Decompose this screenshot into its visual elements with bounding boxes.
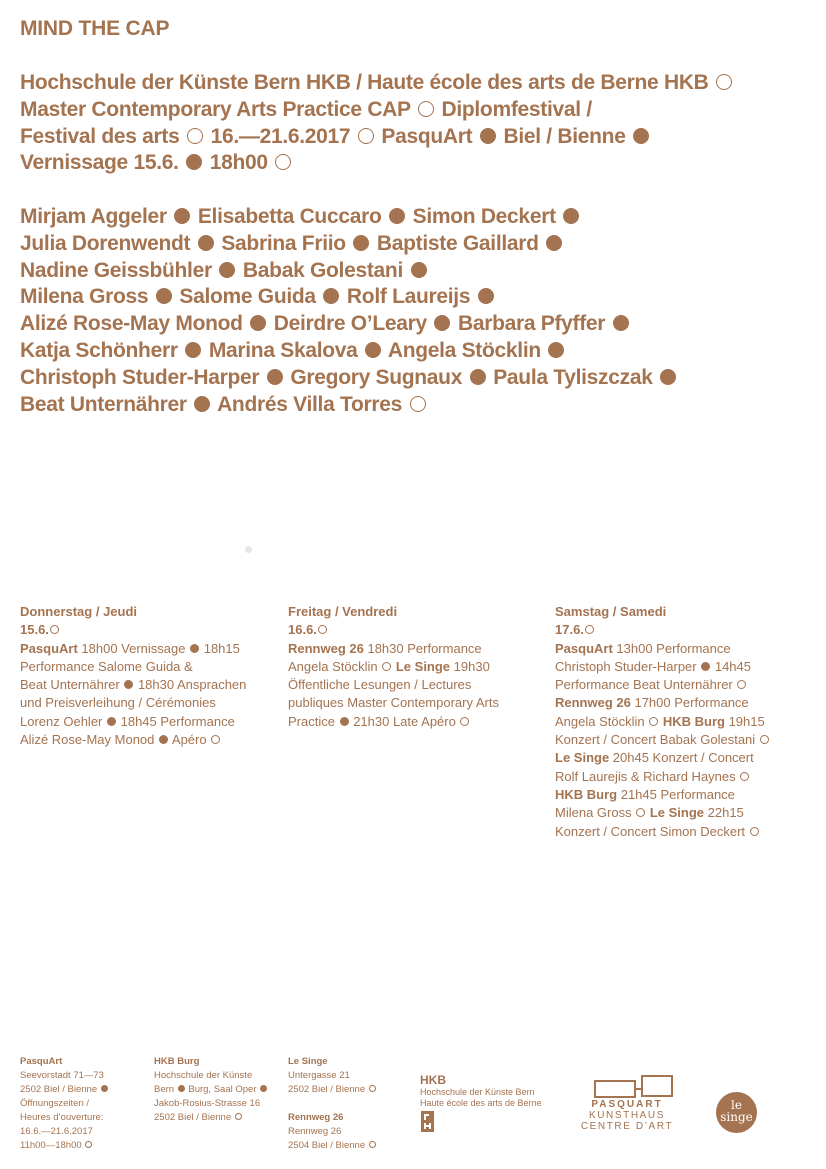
filled-circle-icon — [174, 208, 190, 224]
text-line — [555, 640, 817, 658]
line-text: Jakob-Rosius-Strasse 16 — [154, 1098, 261, 1109]
artist-list — [20, 204, 820, 418]
line-text: 2502 Biel / Bienne — [20, 1084, 100, 1095]
line-text: Öffnungszeiten / — [20, 1098, 90, 1109]
line-text: 16.—21.6.2017 — [210, 124, 351, 148]
filled-circle-icon — [101, 1085, 108, 1092]
filled-circle-icon — [633, 128, 649, 144]
poster-title: MIND THE CAP — [20, 17, 170, 40]
filled-circle-icon — [156, 288, 172, 304]
text-line — [555, 658, 817, 676]
text-line — [20, 1139, 109, 1153]
line-text: 18h15 — [200, 640, 240, 656]
text-line — [20, 603, 282, 621]
line-text: Gregory Sugnaux — [290, 365, 463, 389]
open-circle-icon — [760, 735, 769, 744]
filled-circle-icon — [185, 342, 201, 358]
line-text: Hochschule der Künste — [154, 1070, 253, 1081]
line-text: Milena Gross — [20, 285, 149, 309]
text-line — [288, 1139, 377, 1153]
open-circle-icon — [649, 717, 658, 726]
bold-text: Freitag / Vendredi — [288, 604, 398, 619]
line-text: 16.6.—21.6.2017 — [20, 1126, 93, 1137]
filled-circle-icon — [563, 208, 579, 224]
text-line — [20, 731, 282, 749]
text-line — [20, 713, 282, 731]
line-text: Angela Stöcklin — [288, 658, 382, 674]
venue-pasquart — [20, 1055, 109, 1153]
hkb-mark-icon — [421, 1111, 434, 1132]
bold-text: PasquArt — [20, 1056, 63, 1067]
filled-circle-icon — [267, 369, 283, 385]
line-text: Christoph Studer-Harper — [555, 658, 701, 674]
text-line — [555, 694, 817, 712]
line-text: Paula Tyliszczak — [493, 365, 653, 389]
open-circle-icon — [211, 735, 220, 744]
line-text: Burg, Saal Oper — [185, 1084, 260, 1095]
text-line — [20, 1055, 109, 1069]
line-text: 19h15 — [724, 713, 765, 729]
text-line — [288, 1111, 377, 1125]
bold-text: Le Singe — [395, 658, 451, 674]
line-text: Sabrina Friio — [221, 231, 346, 255]
line-text: Seevorstadt 71—73 — [20, 1070, 104, 1081]
line-text: Katja Schönherr — [20, 338, 178, 362]
text-line — [288, 713, 550, 731]
text-line — [20, 676, 282, 694]
text-line — [555, 768, 817, 786]
text-line — [20, 284, 820, 311]
pasquart-logo-icon — [594, 1075, 674, 1099]
text-line — [555, 621, 817, 639]
hkb-logo-name: HKB — [420, 1073, 446, 1087]
text-line — [555, 603, 817, 621]
line-text: Simon Deckert — [412, 205, 556, 228]
line-text: Bern — [154, 1084, 177, 1095]
line-text: Milena Gross — [555, 805, 636, 821]
filled-circle-icon — [478, 288, 494, 304]
text-line — [20, 694, 282, 712]
open-circle-icon — [369, 1141, 376, 1148]
line-text: Beat Unternährer — [20, 677, 124, 693]
text-line — [20, 150, 820, 177]
line-text: 18h30 Performance — [363, 640, 482, 656]
line-text: 18h30 Ansprachen — [134, 677, 247, 693]
line-text: Alizé Rose-May Monod — [20, 732, 158, 748]
line-text: Rennweg 26 — [288, 1126, 342, 1137]
line-text: Salome Guida — [179, 285, 316, 309]
line-text: Vernissage 15.6. — [20, 151, 179, 175]
filled-circle-icon — [260, 1085, 267, 1092]
line-text: Heures d’ouverture: — [20, 1112, 104, 1123]
bold-text: 15.6. — [20, 622, 49, 638]
text-line — [555, 731, 817, 749]
line-text: Biel / Bienne — [503, 124, 626, 148]
le-singe-logo — [716, 1092, 757, 1133]
text-line — [20, 70, 820, 97]
filled-circle-icon — [613, 315, 629, 331]
filled-circle-icon — [701, 662, 710, 671]
line-text: Mirjam Aggeler — [20, 205, 167, 228]
line-text: Angela Stöcklin — [387, 338, 541, 362]
filled-circle-icon — [470, 369, 486, 385]
filled-circle-icon — [480, 128, 496, 144]
program-thursday — [20, 603, 282, 749]
filled-circle-icon — [323, 288, 339, 304]
text-line — [288, 676, 550, 694]
open-circle-icon — [716, 74, 732, 90]
line-text: Alizé Rose-May Monod — [20, 312, 243, 336]
text-line — [555, 749, 817, 767]
filled-circle-icon — [353, 235, 369, 251]
text-line — [20, 231, 820, 258]
text-line — [555, 713, 817, 731]
venue-le-singe-rennweg — [288, 1055, 377, 1153]
line-text: 13h00 Performance — [612, 640, 731, 656]
line-text: 20h45 Konzert / Concert — [609, 750, 754, 766]
pasquart-line2: CENTRE D’ART — [580, 1121, 674, 1132]
open-circle-icon — [50, 625, 59, 634]
bold-text: Le Singe — [288, 1056, 328, 1067]
text-line — [288, 1069, 377, 1083]
text-line — [154, 1097, 268, 1111]
open-circle-icon — [740, 772, 749, 781]
line-text: Marina Skalova — [208, 338, 358, 362]
text-line — [20, 392, 820, 419]
text-line — [288, 621, 550, 639]
text-line — [20, 338, 820, 365]
open-circle-icon — [750, 827, 759, 836]
text-line — [555, 676, 817, 694]
line-text: Konzert / Concert Babak Golestani — [555, 732, 759, 748]
filled-circle-icon — [546, 235, 562, 251]
open-circle-icon — [460, 717, 469, 726]
hkb-logo-line1: Hochschule der Künste Bern — [420, 1087, 535, 1097]
bold-text: Le Singe — [649, 805, 705, 821]
bold-text: HKB Burg — [154, 1056, 200, 1067]
text-line — [20, 365, 820, 392]
line-text: Performance Beat Unternährer — [555, 677, 737, 693]
line-text: 21h30 Late Apéro — [349, 713, 460, 729]
bold-text: Rennweg 26 — [288, 640, 364, 656]
program-friday — [288, 603, 550, 731]
open-circle-icon — [235, 1113, 242, 1120]
filled-circle-icon — [124, 680, 133, 689]
line-text: Deirdre O’Leary — [273, 312, 427, 336]
bold-text: PasquArt — [20, 640, 78, 656]
line-text: Nadine Geissbühler — [20, 258, 212, 282]
line-text: 18h00 Vernissage — [77, 640, 190, 656]
line-text: 18h45 Performance — [117, 713, 235, 729]
open-circle-icon — [318, 625, 327, 634]
text-line — [288, 603, 550, 621]
open-circle-icon — [737, 680, 746, 689]
bold-text: PasquArt — [555, 640, 613, 656]
line-text: Beat Unternährer — [20, 392, 187, 416]
line-text: Angela Stöcklin — [555, 713, 649, 729]
open-circle-icon — [636, 808, 645, 817]
open-circle-icon — [410, 396, 426, 412]
bold-text: HKB Burg — [662, 713, 725, 729]
filled-circle-icon — [411, 262, 427, 278]
text-line — [20, 1069, 109, 1083]
line-text: 21h45 Performance — [617, 786, 735, 802]
text-line — [154, 1055, 268, 1069]
line-text: Rolf Laureijs — [346, 285, 471, 309]
line-text: Hochschule der Künste Bern HKB / Haute école des arts de Berne HKB — [20, 71, 709, 94]
text-line — [154, 1083, 268, 1097]
filled-circle-icon — [660, 369, 676, 385]
bold-text: Rennweg 26 — [288, 1112, 344, 1123]
filled-circle-icon — [365, 342, 381, 358]
open-circle-icon — [418, 101, 434, 117]
open-circle-icon — [369, 1085, 376, 1092]
text-line — [20, 124, 820, 151]
line-text: 22h15 — [704, 805, 744, 821]
line-text: Babak Golestani — [242, 258, 403, 282]
line-text: 18h00 — [209, 151, 268, 175]
line-text: Practice — [288, 713, 339, 729]
filled-circle-icon — [219, 262, 235, 278]
line-text: Performance Salome Guida & — [20, 658, 193, 674]
line-text: Christoph Studer-Harper — [20, 365, 260, 389]
text-line — [20, 204, 820, 231]
text-line — [20, 1083, 109, 1097]
text-line — [154, 1111, 268, 1125]
bold-text: Donnerstag / Jeudi — [20, 604, 138, 619]
line-text: Baptiste Gaillard — [376, 231, 539, 255]
line-text: 2504 Biel / Bienne — [288, 1140, 368, 1151]
text-line — [288, 1055, 377, 1069]
filled-circle-icon — [198, 235, 214, 251]
text-line — [288, 1083, 377, 1097]
line-text: Master Contemporary Arts Practice CAP — [20, 97, 411, 121]
filled-circle-icon — [159, 735, 168, 744]
filled-circle-icon — [194, 396, 210, 412]
line-text: 11h00—18h00 — [20, 1140, 85, 1151]
line-text: Festival des arts — [20, 124, 180, 148]
text-line — [20, 1111, 109, 1125]
filled-circle-icon — [340, 717, 349, 726]
filled-circle-icon — [178, 1085, 185, 1092]
program-saturday — [555, 603, 817, 841]
filled-circle-icon — [107, 717, 116, 726]
text-line — [154, 1069, 268, 1083]
line-text: Andrés Villa Torres — [217, 392, 402, 416]
open-circle-icon — [187, 128, 203, 144]
line-text: Untergasse 21 — [288, 1070, 350, 1081]
bold-text: 17.6. — [555, 622, 584, 638]
text-line — [20, 1125, 109, 1139]
text-line — [288, 1125, 377, 1139]
line-text: Apéro — [169, 732, 211, 748]
pasquart-name: PASQUART — [591, 1099, 663, 1110]
line-text: 14h45 — [711, 658, 751, 674]
line-text: Barbara Pfyffer — [457, 312, 606, 336]
line-text: Rolf Laurejis & Richard Haynes — [555, 768, 740, 784]
open-circle-icon — [382, 662, 391, 671]
bold-text: HKB Burg — [555, 786, 618, 802]
bold-text: Rennweg 26 — [555, 695, 631, 711]
text-line — [20, 311, 820, 338]
line-text: Julia Dorenwendt — [20, 231, 191, 255]
line-text: 17h00 Performance — [630, 695, 749, 711]
hkb-logo — [420, 1073, 542, 1108]
line-text: publiques Master Contemporary Arts — [288, 695, 499, 711]
pasquart-line1: KUNSTHAUS — [588, 1110, 666, 1121]
text-line — [20, 258, 820, 285]
text-line — [20, 621, 282, 639]
text-line — [288, 640, 550, 658]
line-text: 2502 Biel / Bienne — [288, 1084, 368, 1095]
line-text — [288, 1098, 291, 1109]
line-text: Lorenz Oehler — [20, 713, 106, 729]
filled-circle-icon — [389, 208, 405, 224]
pasquart-logo-text — [572, 1099, 682, 1132]
line-text: Öffentliche Lesungen / Lectures — [288, 677, 472, 693]
text-line — [20, 1097, 109, 1111]
text-line — [20, 640, 282, 658]
line-text: 19h30 — [450, 658, 490, 674]
text-line — [555, 786, 817, 804]
line-text: PasquArt — [381, 124, 473, 148]
filled-circle-icon — [190, 644, 199, 653]
text-line — [288, 658, 550, 676]
venue-hkb-burg — [154, 1055, 268, 1125]
text-line — [555, 823, 817, 841]
text-line — [555, 804, 817, 822]
filled-circle-icon — [434, 315, 450, 331]
text-line — [288, 694, 550, 712]
festival-info — [20, 70, 820, 177]
text-line — [288, 1097, 377, 1111]
line-text: Elisabetta Cuccaro — [197, 205, 382, 228]
bold-text: 16.6. — [288, 622, 317, 638]
line-text: 2502 Biel / Bienne — [154, 1112, 234, 1123]
open-circle-icon — [585, 625, 594, 634]
line-text: Konzert / Concert Simon Deckert — [555, 823, 749, 839]
decorative-speck — [245, 546, 252, 553]
text-line — [20, 658, 282, 676]
filled-circle-icon — [548, 342, 564, 358]
open-circle-icon — [275, 154, 291, 170]
line-text: Diplomfestival / — [441, 97, 592, 121]
singe-line1: le — [731, 1098, 742, 1112]
singe-line2: singe — [720, 1110, 753, 1124]
filled-circle-icon — [186, 154, 202, 170]
bold-text: Samstag / Samedi — [555, 604, 667, 619]
text-line — [20, 97, 820, 124]
line-text: und Preisverleihung / Cérémonies — [20, 695, 216, 711]
open-circle-icon — [358, 128, 374, 144]
bold-text: Le Singe — [555, 750, 610, 766]
hkb-logo-line2: Haute école des arts de Berne — [420, 1097, 542, 1108]
filled-circle-icon — [250, 315, 266, 331]
open-circle-icon — [85, 1141, 92, 1148]
